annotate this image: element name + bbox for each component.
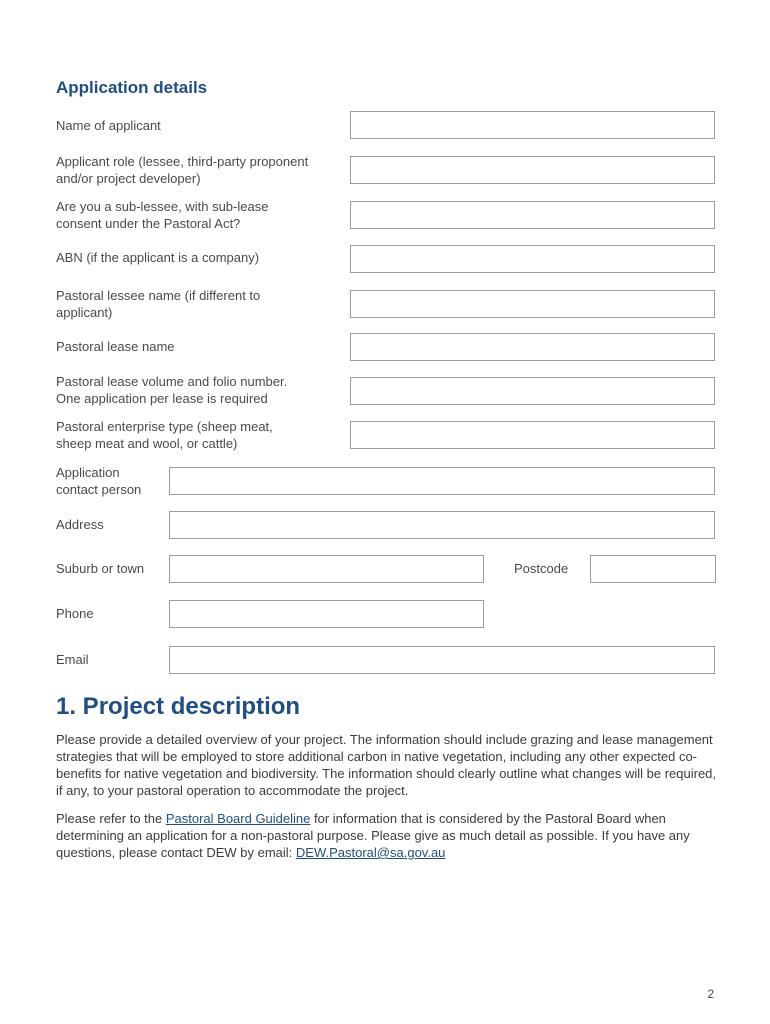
enterprise-type-field[interactable] bbox=[350, 421, 715, 449]
lease-volume-folio-field[interactable] bbox=[350, 377, 715, 405]
pastoral-lease-name-field[interactable] bbox=[350, 333, 715, 361]
phone-field[interactable] bbox=[169, 600, 484, 628]
suburb-field[interactable] bbox=[169, 555, 484, 583]
pastoral-board-guideline-link[interactable]: Pastoral Board Guideline bbox=[165, 811, 311, 826]
pastoral-lease-name-label: Pastoral lease name bbox=[56, 339, 175, 354]
pastoral-lessee-name-label: Pastoral lessee name (if different to applicant) bbox=[56, 288, 261, 320]
sub-lessee-label: Are you a sub-lessee, with sub-lease consent under the Pastoral Act? bbox=[56, 199, 269, 231]
project-description-paragraph: Please provide a detailed overview of your project. The information should include grazing and lease management strategies that will be employed to store additional carbon in native vegetation, including any other expected co-benefits for native vegetation and biodiversity. The information should clearly outline what changes will be required, if any, to your pastoral operation to accommodate the project. bbox=[56, 732, 717, 798]
section-title: Application details bbox=[56, 78, 208, 97]
project-description-heading: 1. Project description bbox=[56, 693, 301, 720]
address-field[interactable] bbox=[169, 511, 715, 539]
contact-person-field[interactable] bbox=[169, 467, 715, 495]
postcode-field[interactable] bbox=[590, 555, 716, 583]
abn-field[interactable] bbox=[350, 245, 715, 273]
contact-person-label: Application contact person bbox=[56, 465, 142, 497]
address-label: Address bbox=[56, 517, 104, 532]
dew-email-link[interactable]: DEW.Pastoral@sa.gov.au bbox=[295, 845, 446, 860]
name-of-applicant-label: Name of applicant bbox=[56, 118, 161, 133]
guideline-paragraph bbox=[56, 810, 716, 861]
postcode-label: Postcode bbox=[514, 561, 569, 576]
page-number: 2 bbox=[707, 987, 714, 1001]
phone-label: Phone bbox=[56, 606, 94, 621]
guideline-text-before: Please refer to the bbox=[56, 811, 166, 826]
guideline-text-middle: for information that is considered by the Pastoral Board when determining an application for a non-pastoral purpose. Please give as much detail as possible. If you have any questions, please contact DEW by email: bbox=[56, 811, 690, 860]
applicant-role-label: Applicant role (lessee, third-party proponent and/or project developer) bbox=[56, 154, 309, 186]
applicant-role-field[interactable] bbox=[350, 156, 715, 184]
abn-label: ABN (if the applicant is a company) bbox=[56, 250, 260, 265]
suburb-label: Suburb or town bbox=[56, 561, 145, 576]
enterprise-type-label: Pastoral enterprise type (sheep meat, sheep meat and wool, or cattle) bbox=[56, 419, 273, 451]
lease-volume-folio-label: Pastoral lease volume and folio number. One application per lease is required bbox=[56, 374, 288, 406]
name-of-applicant-field[interactable] bbox=[350, 111, 715, 139]
pastoral-lessee-name-field[interactable] bbox=[350, 290, 715, 318]
email-field[interactable] bbox=[169, 646, 715, 674]
email-label: Email bbox=[56, 652, 89, 667]
sub-lessee-field[interactable] bbox=[350, 201, 715, 229]
